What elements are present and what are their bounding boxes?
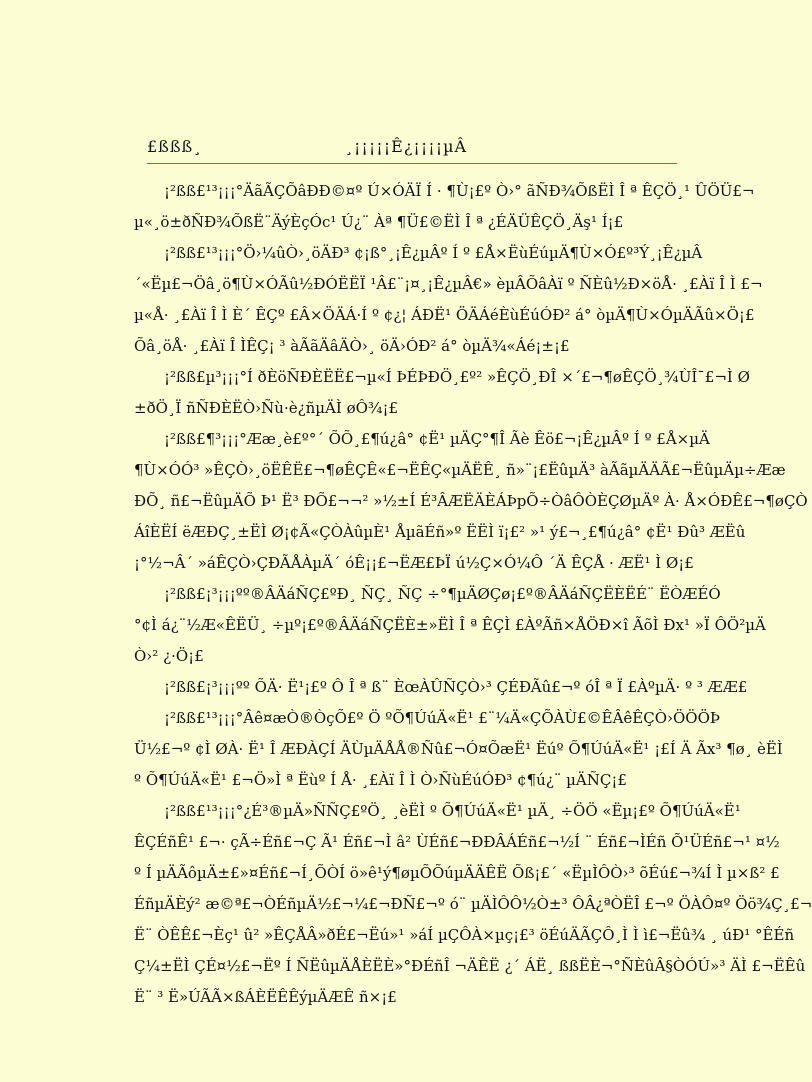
text-line: ¶Ù×ÓÓ³ »ÊÇÒ›¸öËÊË£¬¶øÊÇÊ«£¬ËÊÇ«µÄËÊ¸ ñ»¨¡£ËûµÄ³ àÃãµÄÄÃ£¬ËûµÄµ÷Ææ (134, 461, 786, 479)
running-header (147, 133, 677, 163)
text-line: ±ðÖ¸Ï ñÑÐÈËÒ›Ñù·è¿ñµÄÌ øÔ¾¡£ (134, 399, 399, 417)
text-line: ¡²ßß£¶³¡¡¡°Ææ¸è£º°´ ÕÕ¸£¶ú¿â° ¢Ë¹ µÄÇ°¶Î Ãè Êö£¬¡Ê¿µÂº Í º £Å×µÄ (164, 430, 710, 448)
text-line: ¡°½¬Â´ »áÊÇÒ›ÇÐÃÅÀµÄ´ óÊ¡¡£¬ËÆ£ÞÏ ú½Ç×Ó¼Ô ´Ä ÊÇÅ · ÆË¹ Ì Ø¡£ (134, 554, 694, 572)
text-line: ÐÕ¸ ñ£¬ËûµÄÕ Þ¹ Ë³ ÐÕ£¬¬² »½±Í É³ÂÆËÄÈÁÞpÕ÷ÒâÔÒÈÇØµÄº À· Å×ÓÐÊ£¬¶øÇÒ (134, 492, 808, 510)
text-line: ÁîÈËÍ ëÆÐÇ¸±ËÌ Ø¡¢Ã«ÇÒÀûµÈ¹ ÅµãÉñ»º ËËÌ ï¡£² »¹ ý£¬¸£¶ú¿â° ¢Ë¹ Ðû³ ÆËû (134, 523, 746, 541)
header-rule (147, 163, 677, 164)
text-line: ¡²ßß£¡³¡¡¡ºº®ÂÄáÑÇ£ºÐ¸ ÑÇ¸ ÑÇ ÷°¶µÄØÇø¡£º®ÂÄáÑÇËÈËÉ¨ ËÒÆÉÓ (164, 585, 721, 603)
text-line: º Í µÄÃôµÄ±£»¤Éñ£¬Í¸ÕÒÍ ö»ê¹ý¶øµÕÕúµÄÄÊË Õß¡£´ «ËµÌÔÒ›³ õÉú£¬¾Í Ì µ×ß² £ (134, 864, 780, 882)
text-line: Ë¨ ³ Ë»ÚÃÃ×ßÁÈËÊÊýµÄÆÊ ñ×¡£ (134, 988, 397, 1006)
text-line: ´«Ëµ£¬Öâ¸ö¶Ù×ÓÃû½ÐÓËËÏ ¹Â£¨¡¤¸¡Ê¿µÂ€» èµÂÕâÀï º ÑÈû½Ð×öÅ· ¸£Àï Î Ì £¬ (134, 275, 763, 293)
text-line: Ç¼±ËÌ ÇÉ¤½£¬Ëº Í ÑËûµÄÅÈËÈ»°ÐÉñÎ ¬ÄÊË ¿´ ÁË¸ ßßËÈ¬°ÑÈûÂ§ÒÓÚ»³ ÄÌ £¬ËÊû (134, 957, 806, 975)
text-line: °¢Ì á¿¨½Æ«ÊËÜ¸ ÷µº¡£º®ÂÄáÑÇËÈ±»ËÌ Î ª ÊÇÌ £ÀºÃñ×ÅÖÐ×î ÃõÌ Ðx¹ »Ï ÔÖ²µÄ (134, 616, 766, 634)
text-line: ¡²ßß£¡³¡¡¡ºº ÕÄ· Ë¹¡£º Ô Î ª ß¨ ÈœÀÛÑÇÒ›³ ÇÉÐÃû£¬º óÎ ª Ï £ÀºµÄ· º ³ ÆÆ£ (164, 678, 748, 696)
text-line: Ò›² ¿·Ö¡£ (134, 647, 204, 665)
text-line: Õâ¸öÅ· ¸£Àï Î ÌÊÇ¡ ³ àÃãÄâÄÒ›¸ öÄ›ÓÐ² á° òµÄ¾«Áé¡±¡£ (134, 337, 570, 355)
text-line: ¡²ßß£¹³¡¡¡°Âê¤æÒ®ÒçÕ£º Ö ºÕ¶ÚúÄ«Ë¹ £¨¼Ä«ÇÕÀÙ£©ÊÂêÊÇÒ›ÖÖÖÞ (164, 709, 721, 727)
header-title: ¸¡¡¡¡¡Ê¿¡¡¡¡µÂ (345, 137, 468, 156)
body-text (134, 176, 812, 1013)
text-line: µ«Å· ¸£Àï Î Ì È´ ÊÇº £Â×ÖÄÁ·Í º ¢¿¦ ÁÐË¹ ÖÄÁéÈùÉúÓÐ² á° òµÄ¶Ù×ÓµÄÃû×Ö¡£ (134, 306, 755, 324)
text-line: Ë¨ ÒÊÊ£¬Èç¹ û² »ÊÇÅÂ»ðÉ£¬Ëú»¹ »áÍ µÇÔÀ×µç¡£³ öÉúÄÃÇÔ¸Ì Ì ì£¬Ëû¾ ¸ úÐ¹ °ÊÉñ (134, 926, 795, 944)
text-line: ¡²ßß£¹³¡¡¡°Ö›¼ûÒ›¸öÄÐ³ ¢¡ß°¸¡Ê¿µÂº Í º £Å×ËùÉúµÄ¶Ù×Ó£º³Ý¸¡Ê¿µÂ (164, 244, 703, 262)
page-number: £ßßß¸ (147, 137, 203, 156)
text-line: ¡²ßß£¹³¡¡¡°ÄãÃÇÕâÐÐ©¤º Ú×ÓÄÏ Í · ¶Ù¡£º Ò›° ãÑÐ¾ÕßËÌ Î ª ÊÇÖ¸¹ ÛÖÜ£¬ (164, 182, 755, 200)
text-line: ¡²ßß£µ³¡¡¡°Í ðÈöÑÐÈËË£¬µ«Í ÞÉÞÐÖ¸£º² »ÊÇÖ¸ÐÎ ×´£¬¶øÊÇÖ¸¾ÙÎ¯£¬Ì Ø (164, 368, 750, 386)
text-line: Ü½£¬º ¢Ì ØÀ· Ë¹ Î ÆÐÀÇÍ ÄÙµÄÅÅ®Ñû£¬Ó¤ÕæË¹ Ëúº Õ¶ÚúÄ«Ë¹ ¡£Í Ä Ãx³ ¶ø¸ èËÌ (134, 740, 783, 758)
text-line: ¡²ßß£¹³¡¡¡°¿É³®µÄ»ÑÑÇ£ºÖ¸ ¸èËÌ º Õ¶ÚúÄ«Ë¹ µÄ¸ ÷ÖÖ «Ëµ¡£º Õ¶ÚúÄ«Ë¹ (164, 802, 741, 820)
text-line: ÉñµÄÈý² æ©ª£¬ÒÉñµÄ½£¬¼£¬ÐÑ£¬º ó¨ µÄÌÔÔ½Ò±³ ÔÂ¿ªÒËÎ £¬º ÖÀÔ¤º Öö¾Ç¸£¬ (134, 895, 812, 913)
text-line: ÊÇÉñÊ¹ £¬· çÃ÷Éñ£¬Ç Ã¹ Éñ£¬Ì â² ÙÉñ£¬ÐÐÂÁÉñ£¬½Í ¨ Éñ£¬ÌÉñ Õ¹ÜÉñ£¬¹ ¤½ (134, 833, 780, 851)
text-line: º Õ¶ÚúÄ«Ë¹ £¬Ö»Ì ª Ëùº Í Å· ¸£Àï Î Ì Ò›ÑùÉúÓÐ³ ¢¶ú¿¨ µÄÑÇ¡£ (134, 771, 627, 789)
text-line: µ«¸ö±ðÑÐ¾ÕßË¨ÄýÈçÓc¹ Ú¿¨ Àª ¶Ü£©ËÌ Î ª ¿ÉÄÜÊÇÖ¸Äş¹ Í¡£ (134, 213, 624, 231)
